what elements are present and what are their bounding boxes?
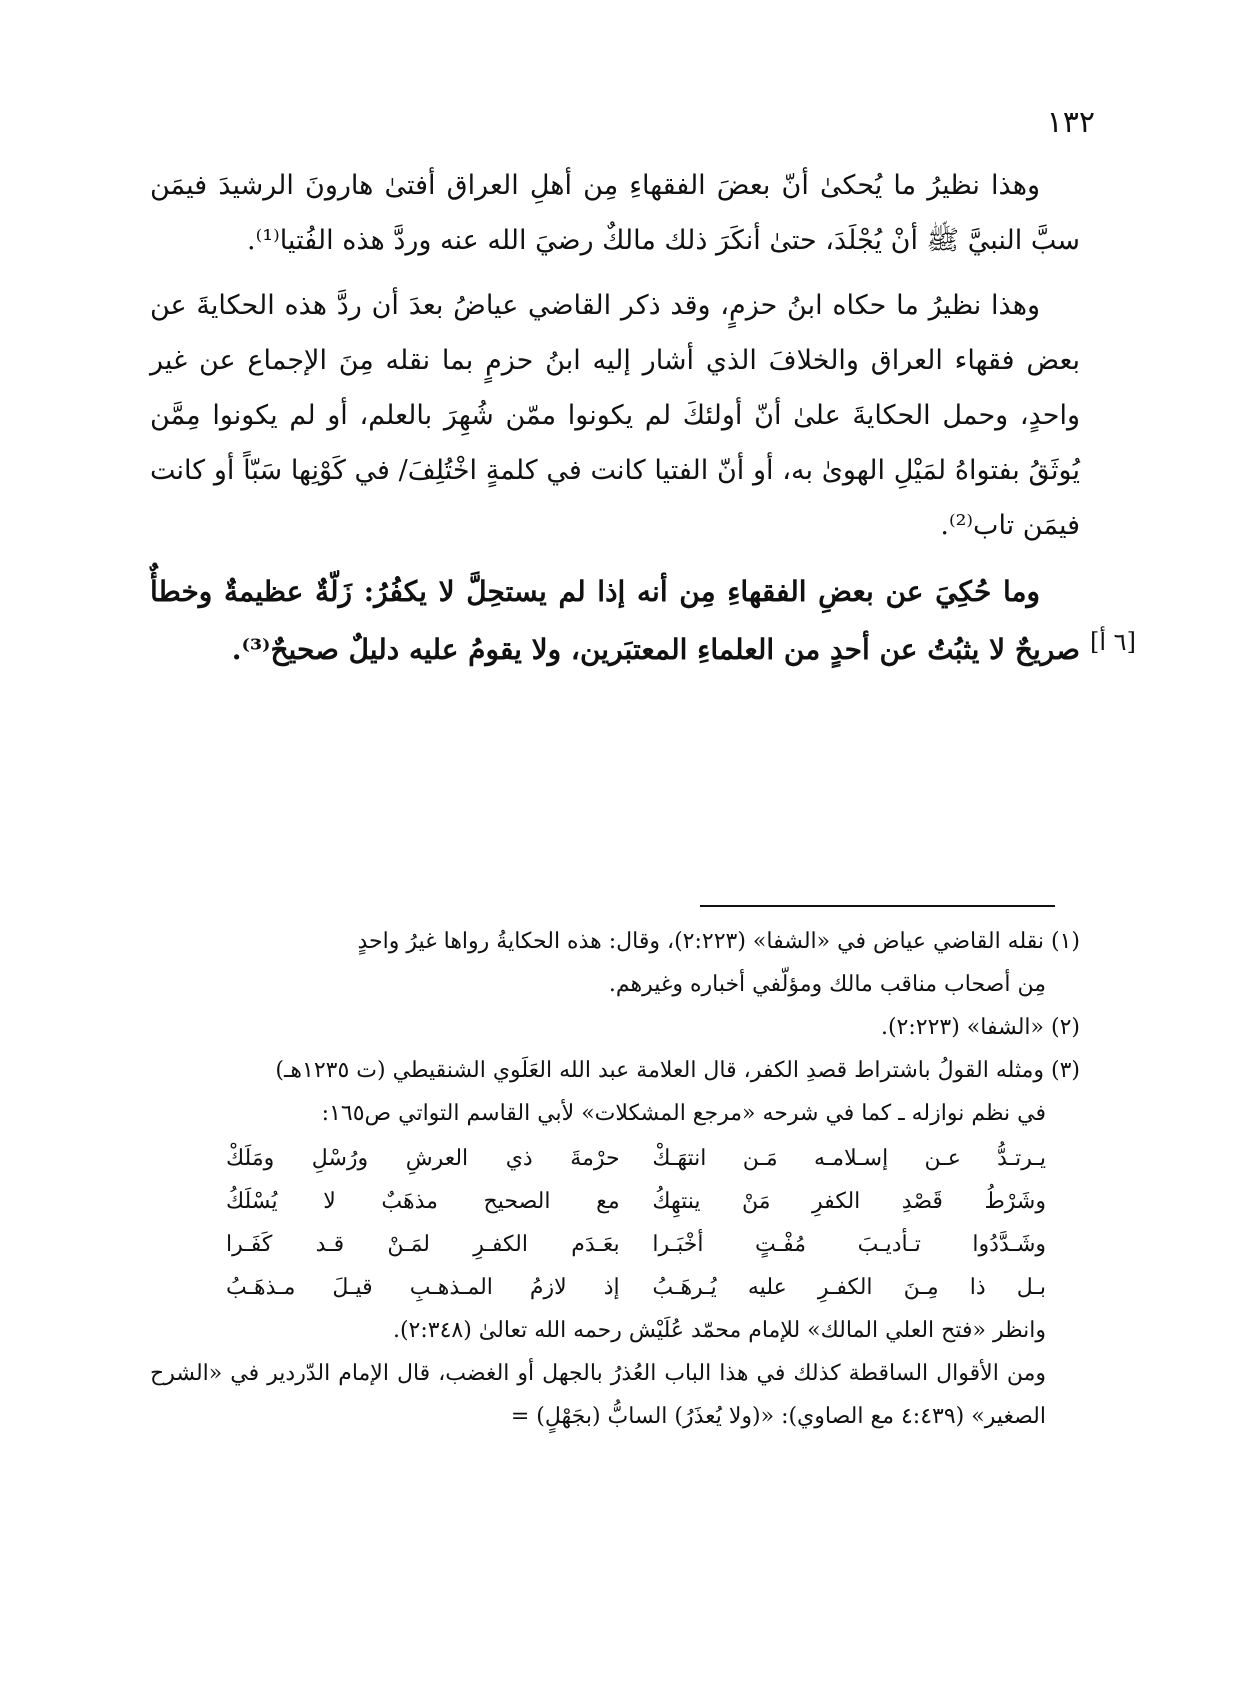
paragraph-1: وهذا نظيرُ ما يُحكىٰ أنّ بعضَ الفقهاءِ مِن أهلِ العراق أفتىٰ هارونَ الرشيدَ فيمَن سبَّ النبيَّ ﷺ أنْ يُجْلَدَ، حتىٰ أنكَرَ ذلك مالكٌ رضيَ الله عنه وردَّ هذه الفُتيا⁽¹⁾. <box>150 170 1080 256</box>
footnote-separator <box>700 905 1055 907</box>
footnote-3-after-poem-2: ومن الأقوال الساقطة كذلك في هذا الباب العُذرُ بالجهل أو الغضب، قال الإمام الدّردير في «الشرح الصغير» (٤:٤٣٩ مع الصاوي): «(ولا يُعذَرُ) السابُّ (بجَهْلٍ) = <box>150 1361 1046 1429</box>
main-text <box>150 158 1080 689</box>
footnote-1-line-2: مِن أصحاب مناقب مالك ومؤلّفي أخباره وغيرهم. <box>608 972 1046 997</box>
poem-second-hemistich: بعَـدَم الكفـرِ لمَـنْ قـد كَفَـرا <box>226 1232 620 1257</box>
poem-verse <box>226 1266 1046 1309</box>
paragraph-3: وما حُكِيَ عن بعضِ الفقهاءِ مِن أنه إذا لم يستحِلَّ لا يكفُرُ: زَلّةٌ عظيمةٌ وخطأٌ صريحٌ لا يثبُتُ عن أحدٍ من العلماءِ المعتبَرين، ولا يقومُ عليه دليلٌ صحيحٌ⁽³⁾. <box>150 575 1080 666</box>
margin-reference: [٦ أ] <box>1090 628 1136 656</box>
footnote-3-after-poem-1: وانظر «فتح العلي المالك» للإمام محمّد عُلَيْش رحمه الله تعالىٰ (٢:٣٤٨). <box>392 1318 1046 1343</box>
footnote-2: (٢) «الشفا» (٢:٢٢٣). <box>880 1015 1080 1040</box>
page-number: ١٣٢ <box>1046 105 1095 140</box>
poem-second-hemistich: حرْمةَ ذي العرشِ ورُسْلِ ومَلَكْ <box>226 1146 620 1171</box>
poem-verse <box>226 1223 1046 1266</box>
poem-first-hemistich: وشَـدَّدُوا تـأديـبَ مُفْـتٍ أخْبَـرا <box>652 1232 1046 1257</box>
poem-first-hemistich: بـل ذا مِـنَ الكفـرِ عليه يُـرهَـبُ <box>652 1275 1046 1300</box>
poem-second-hemistich: إذ لازمُ المـذهـبِ قيـلَ مـذهَـبُ <box>226 1275 620 1300</box>
poem-verse <box>226 1137 1046 1180</box>
footnote-1-line-1: (١) نقله القاضي عياض في «الشفا» (٢:٢٢٣)، وقال: هذه الحكايةُ رواها غيرُ واحدٍ <box>357 929 1080 954</box>
footnotes <box>150 920 1080 1438</box>
footnote-3-line-1: (٣) ومثله القولُ باشتراط قصدِ الكفر، قال العلامة عبد الله العَلَوي الشنقيطي (ت ١٢٣٥هـ) <box>275 1058 1080 1083</box>
poem-first-hemistich: وشَرْطُ قَصْدِ الكفرِ مَنْ ينتهِكُ <box>652 1189 1046 1214</box>
poem-second-hemistich: مع الصحيح مذهَبٌ لا يُسْلَكُ <box>226 1189 620 1214</box>
paragraph-2: وهذا نظيرُ ما حكاه ابنُ حزمٍ، وقد ذكر القاضي عياضُ بعدَ أن ردَّ هذه الحكايةَ عن بعض فقهاء العراق والخلافَ الذي أشار إليه ابنُ حزمٍ بما نقله مِنَ الإجماع عن غير واحدٍ، وحمل الحكايةَ علىٰ أنّ أولئكَ لم يكونوا ممّن شُهِرَ بالعلم، أو لم يكونوا مِمَّن يُوثَقُ بفتواهُ لمَيْلِ الهوىٰ به، أو أنّ الفتيا كانت في كلمةٍ اخْتُلِفَ/ في كَوْنِها سَبّاً أو كانت فيمَن تاب⁽²⁾. <box>150 290 1080 541</box>
poem-first-hemistich: يـرتـدُّ عـن إسـلامـه مَـن انتهَـكْ <box>652 1146 1046 1171</box>
poem <box>226 1137 1046 1309</box>
poem-verse <box>226 1180 1046 1223</box>
footnote-3-line-2: في نظم نوازله ـ كما في شرحه «مرجع المشكلات» لأبي القاسم التواتي ص١٦٥: <box>321 1101 1046 1126</box>
